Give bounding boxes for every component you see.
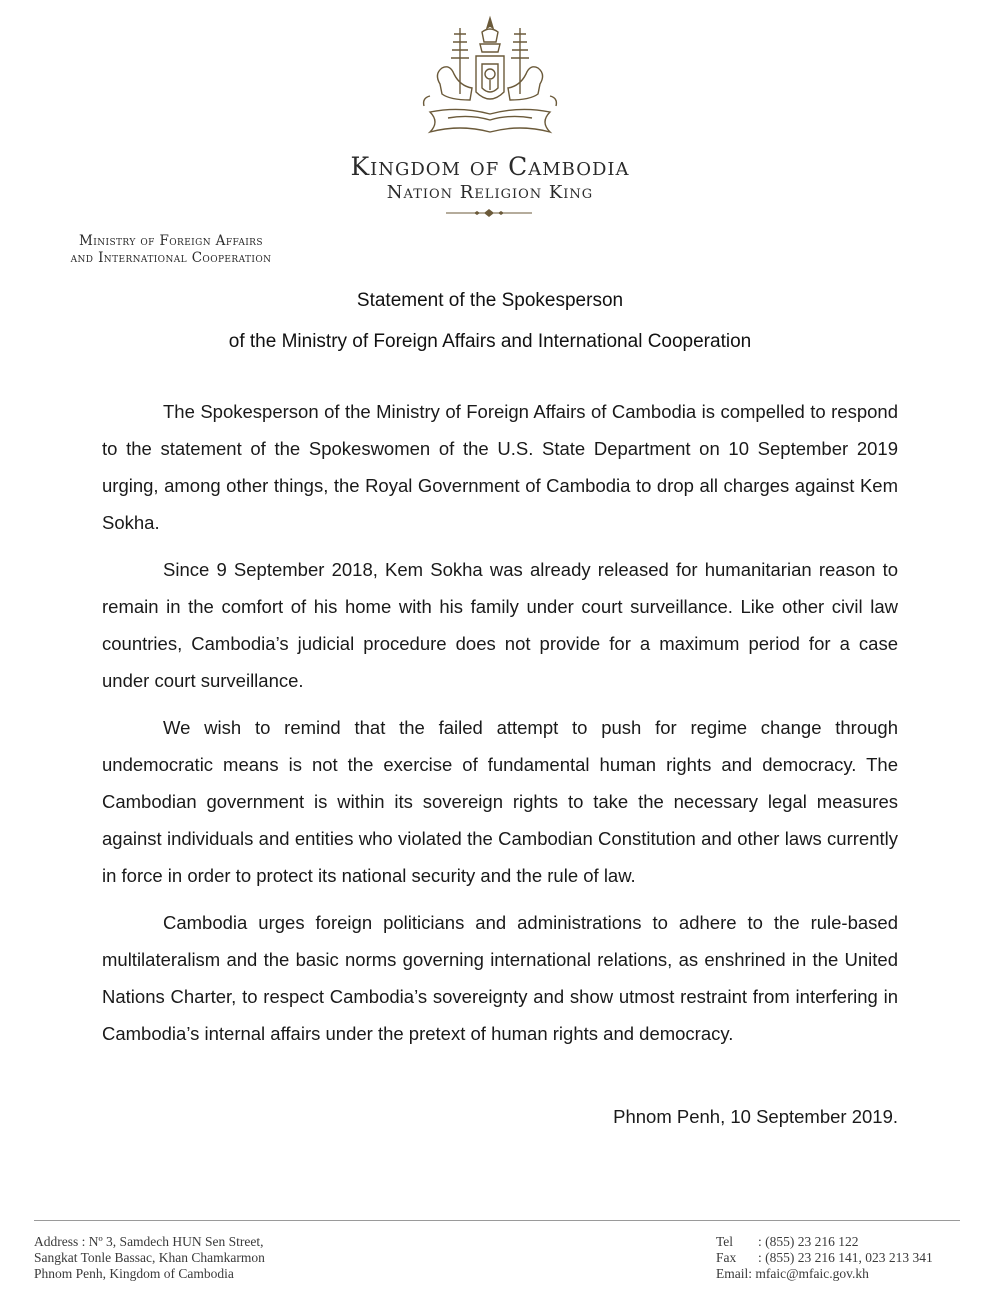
ministry-line-1: Ministry of Foreign Affairs xyxy=(79,233,263,249)
body-paragraph: Since 9 September 2018, Kem Sokha was already released for humanitarian reason to remain in the comfort of his home with his family under court surveillance. Like other civil law countries, Cambodia’s judicial procedure does not provide for a maximum period for a case under court surveillance. xyxy=(102,559,898,691)
tel-label: Tel xyxy=(716,1234,734,1249)
royal-arms-emblem-icon xyxy=(420,14,560,142)
footer-address xyxy=(34,1234,265,1282)
statement-title-line-1: Statement of the Spokesperson xyxy=(356,290,624,311)
contact-tel xyxy=(716,1234,933,1250)
signoff-place-date: Phnom Penh, 10 September 2019. xyxy=(613,1106,898,1127)
contact-email xyxy=(716,1266,933,1282)
ministry-line-2: and International Cooperation xyxy=(70,250,272,266)
statement-title-line-2: of the Ministry of Foreign Affairs and International Cooperation xyxy=(228,331,752,352)
footer-divider xyxy=(34,1220,960,1221)
statement-body xyxy=(102,393,898,1062)
contact-fax xyxy=(716,1250,933,1266)
address-line-1: Address : Nº 3, Samdech HUN Sen Street, xyxy=(34,1234,264,1249)
footer-contacts xyxy=(716,1234,933,1282)
email-value: : mfaic@mfaic.gov.kh xyxy=(748,1266,869,1281)
ornament-divider-icon xyxy=(444,208,534,218)
body-paragraph: We wish to remind that the failed attempt to push for regime change through undemocratic means is not the exercise of fundamental human rights and democracy. The Cambodian government is within its sovereign rights to take the necessary legal measures against individuals and entities who violated the Cambodian Constitution and other laws currently in force in order to protect its national security and the rule of law. xyxy=(102,717,898,886)
email-label: Email xyxy=(716,1266,749,1281)
kingdom-title: Kingdom of Cambodia xyxy=(350,152,630,181)
address-line-3: Phnom Penh, Kingdom of Cambodia xyxy=(34,1266,234,1281)
body-paragraph: The Spokesperson of the Ministry of Foreign Affairs of Cambodia is compelled to respond to the statement of the Spokeswomen of the U.S. State Department on 10 September 2019 urging, among other things, the Royal Government of Cambodia to drop all charges against Kem Sokha. xyxy=(102,401,898,533)
fax-value: : (855) 23 216 141, 023 213 341 xyxy=(758,1250,933,1265)
body-paragraph: Cambodia urges foreign politicians and administrations to adhere to the rule-based multilateralism and the basic norms governing international relations, as enshrined in the United Nations Charter, to respect Cambodia’s sovereignty and show utmost restraint from interfering in Cambodia’s internal affairs under the pretext of human rights and democracy. xyxy=(102,912,898,1044)
kingdom-motto: Nation Religion King xyxy=(386,182,594,203)
ministry-name xyxy=(26,233,316,267)
fax-label: Fax xyxy=(716,1250,737,1265)
address-line-2: Sangkat Tonle Bassac, Khan Chamkarmon xyxy=(34,1250,265,1265)
tel-value: : (855) 23 216 122 xyxy=(758,1234,859,1249)
